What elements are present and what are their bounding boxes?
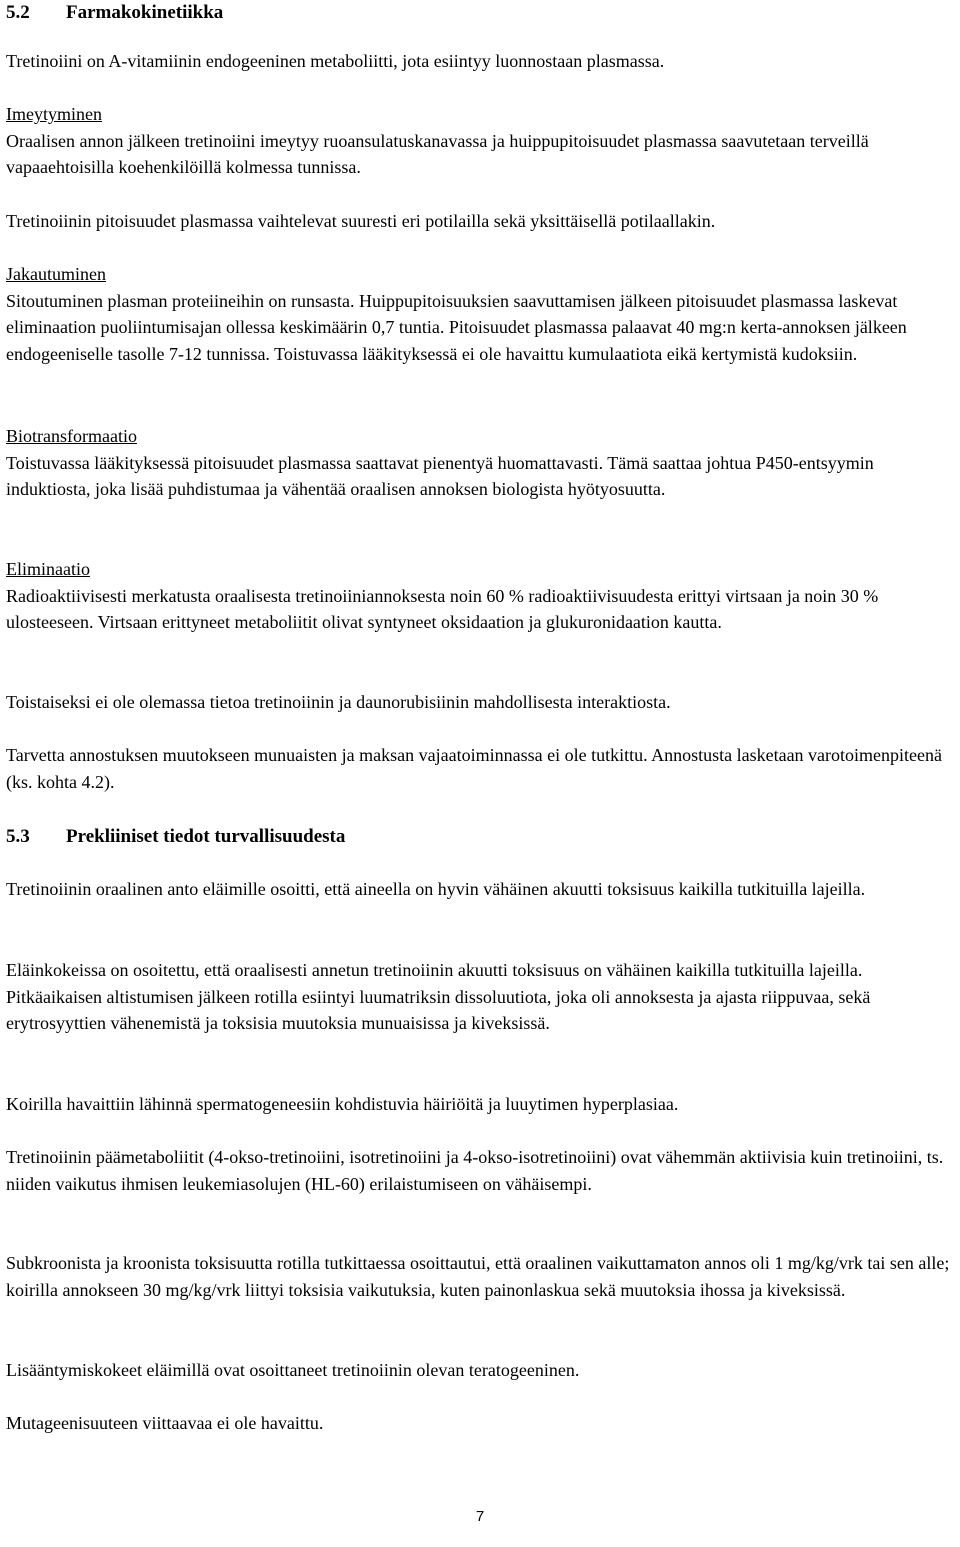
preclinical-paragraph-6: Lisääntymiskokeet eläimillä ovat osoittaneet tretinoiinin olevan teratogeeninen. [6, 1360, 580, 1380]
section-title: Prekliiniset tiedot turvallisuudesta [66, 826, 346, 847]
distribution-heading: Jakautuminen [6, 264, 106, 284]
interaction-text: Toistaiseksi ei ole olemassa tietoa tretinoiinin ja daunorubisiinin mahdollisesta interaktiosta. [6, 692, 671, 712]
absorption-text: Oraalisen annon jälkeen tretinoiini imeytyy ruoansulatuskanavassa ja huippupitoisuudet plasmassa saavutetaan terveillä vapaaehtoisilla koehenkilöillä kolmessa tunnissa. [6, 130, 869, 177]
distribution-block [6, 261, 956, 367]
page-number: 7 [475, 1508, 485, 1525]
preclinical-paragraph-1: Tretinoiinin oraalinen anto eläimille osoitti, että aineella on hyvin vähäinen akuutti toksisuus kaikilla tutkituilla lajeilla. [6, 879, 866, 899]
preclinical-paragraph-2: Eläinkokeissa on osoitettu, että oraalisesti annetun tretinoiinin akuutti toksisuus on vähäinen kaikilla tutkituilla lajeilla. Pitkäaikaisen altistumisen jälkeen rotilla esiintyi luumatriksin dissoluutiota, joka oli annoksesta ja ajasta riippuvaa, sekä erytrosyyttien vähenemistä ja toksisia muutoksia munuaisissa ja kiveksissä. [6, 960, 871, 1033]
section-number: 5.3 [6, 826, 30, 847]
section-number: 5.2 [6, 2, 30, 23]
section-title: Farmakokinetiikka [66, 2, 224, 23]
absorption-heading: Imeytyminen [6, 104, 102, 124]
biotransformation-block [6, 423, 956, 503]
absorption-variability-text: Tretinoiinin pitoisuudet plasmassa vaihtelevat suuresti eri potilailla sekä yksittäisellä potilaallakin. [6, 211, 716, 231]
preclinical-paragraph-5: Subkroonista ja kroonista toksisuutta rotilla tutkittaessa osoittautui, että oraalinen vaikuttamaton annos oli 1 mg/kg/vrk tai sen alle; koirilla annokseen 30 mg/kg/vrk liittyi toksisia vaikutuksia, kuten painonlaskua sekä muutoksia ihossa ja kiveksissä. [6, 1253, 950, 1300]
biotransformation-heading: Biotransformaatio [6, 426, 137, 446]
elimination-block [6, 556, 956, 636]
dose-adjustment-text: Tarvetta annostuksen muutokseen munuaisten ja maksan vajaatoiminnassa ei ole tutkittu. Annostusta lasketaan varotoimenpiteenä (ks. kohta 4.2). [6, 745, 942, 792]
intro-paragraph: Tretinoiini on A-vitamiinin endogeeninen metaboliitti, jota esiintyy luonnostaan plasmassa. [6, 51, 665, 71]
elimination-text: Radioaktiivisesti merkatusta oraalisesta tretinoiiniannoksesta noin 60 % radioaktiivisuudesta erittyi virtsaan ja noin 30 % ulosteeseen. Virtsaan erittyneet metaboliitit olivat syntyneet oksidaation ja glukuronidaation kautta. [6, 585, 879, 632]
preclinical-paragraph-4: Tretinoiinin päämetaboliitit (4-okso-tretinoiini, isotretinoiini ja 4-okso-isotretinoiini) ovat vähemmän aktiivisia kuin tretinoiini, ts. niiden vaikutus ihmisen leukemiasolujen (HL-60) erilaistumiseen on vähäisempi. [6, 1147, 944, 1194]
biotransformation-text: Toistuvassa lääkityksessä pitoisuudet plasmassa saattavat pienentyä huomattavasti. Tämä saattaa johtua P450-entsyymin induktiosta, joka lisää puhdistumaa ja vähentää oraalisen annoksen biologista hyötyosuutta. [6, 452, 874, 499]
elimination-heading: Eliminaatio [6, 559, 90, 579]
section-heading-5-3 [6, 824, 345, 850]
absorption-block [6, 101, 956, 181]
preclinical-paragraph-3: Koirilla havaittiin lähinnä spermatogeneesiin kohdistuvia häiriöitä ja luuytimen hyperplasiaa. [6, 1094, 679, 1114]
preclinical-paragraph-7: Mutageenisuuteen viittaavaa ei ole havaittu. [6, 1413, 324, 1433]
section-heading-5-2 [6, 0, 223, 26]
distribution-text: Sitoutuminen plasman proteiineihin on runsasta. Huippupitoisuuksien saavuttamisen jälkeen pitoisuudet plasmassa laskevat eliminaation puoliintumisajan ollessa keskimäärin 0,7 tuntia. Pitoisuudet plasmassa palaavat 40 mg:n kerta-annoksen jälkeen endogeeniselle tasolle 7-12 tunnissa. Toistuvassa lääkityksessä ei ole havaittu kumulaatiota eikä kertymistä kudoksiin. [6, 290, 907, 364]
